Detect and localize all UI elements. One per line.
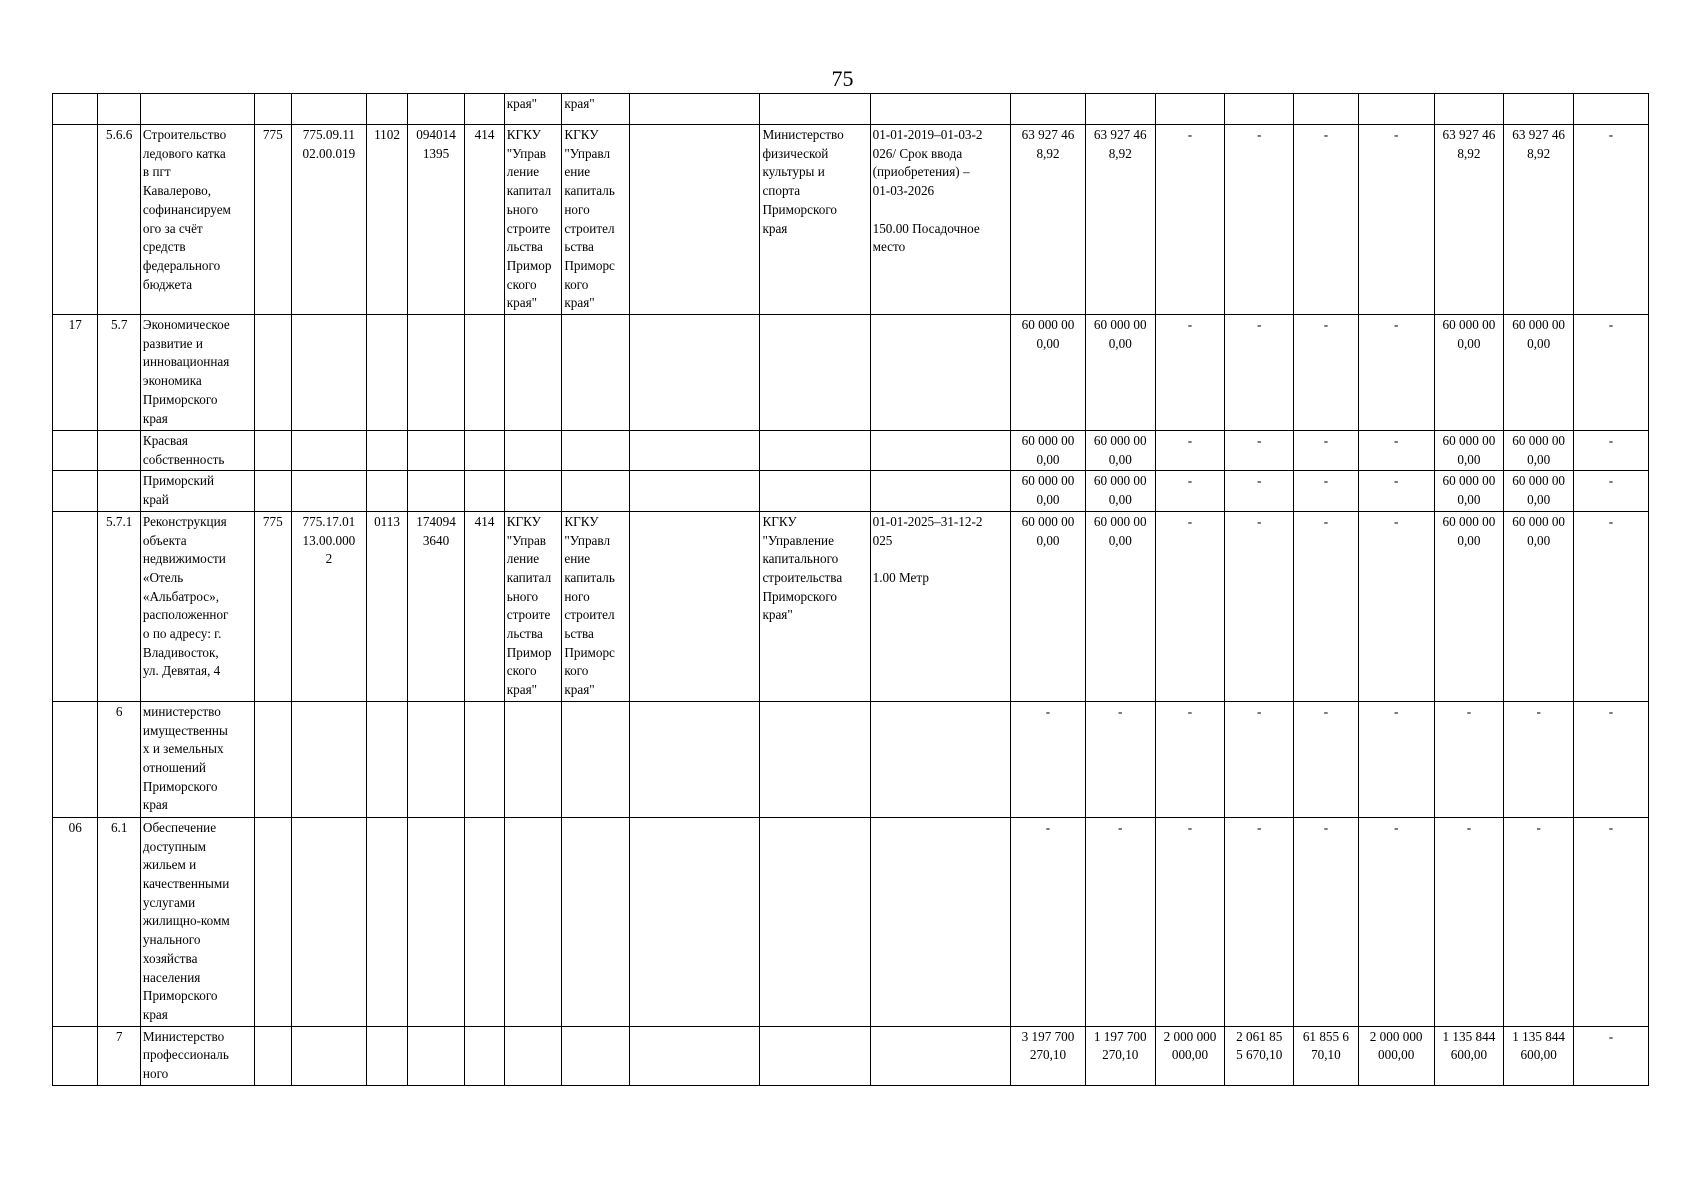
amount-5-cell: - <box>1294 817 1359 1026</box>
amount-4-cell: - <box>1225 315 1294 431</box>
empty-cell-cell <box>630 511 760 701</box>
expense-type-code-cell: 414 <box>465 511 504 701</box>
empty-cell-cell <box>630 125 760 315</box>
item-name-cell <box>140 94 254 125</box>
table-row <box>53 511 1649 701</box>
amount-total-cell: 63 927 46 8,92 <box>1011 125 1086 315</box>
item-code-cell <box>98 471 140 511</box>
executor-cell <box>562 817 630 1026</box>
amount-9-cell: - <box>1574 1026 1649 1085</box>
executor-cell: КГКУ "Управл ение капиталь ного строител ьства Приморс кого края" <box>562 511 630 701</box>
amount-federal-cell: - <box>1155 125 1225 315</box>
empty-cell-cell <box>630 315 760 431</box>
term-and-capacity-cell: 01-01-2025–31-12-2 025 1.00 Метр <box>870 511 1010 701</box>
amount-9-cell: - <box>1574 315 1649 431</box>
row-number-cell <box>53 431 98 471</box>
amount-8-cell: 63 927 46 8,92 <box>1504 125 1574 315</box>
table-row <box>53 315 1649 431</box>
amount-regional-cell <box>1085 94 1155 125</box>
amount-regional-cell: 60 000 00 0,00 <box>1085 471 1155 511</box>
amount-7-cell: 60 000 00 0,00 <box>1434 511 1504 701</box>
responsible-cell: Министерство физической культуры и спорта Приморского края <box>760 125 870 315</box>
amount-7-cell: - <box>1434 701 1504 817</box>
executor-cell: края" <box>562 94 630 125</box>
row-number-cell <box>53 94 98 125</box>
responsible-cell <box>760 431 870 471</box>
empty-cell-cell <box>630 817 760 1026</box>
amount-4-cell: - <box>1225 125 1294 315</box>
empty-cell-cell <box>630 701 760 817</box>
amount-4-cell: - <box>1225 431 1294 471</box>
amount-8-cell: 1 135 844 600,00 <box>1504 1026 1574 1085</box>
term-and-capacity-cell <box>870 701 1010 817</box>
row-number-cell: 17 <box>53 315 98 431</box>
item-name-cell: Министерство профессиональ ного <box>140 1026 254 1085</box>
amount-7-cell: - <box>1434 817 1504 1026</box>
target-article-code-cell <box>407 701 465 817</box>
expense-type-code-cell <box>465 94 504 125</box>
customer-cell <box>504 315 562 431</box>
table-row <box>53 817 1649 1026</box>
amount-7-cell: 60 000 00 0,00 <box>1434 315 1504 431</box>
page-number: 75 <box>831 66 854 91</box>
amount-7-cell: 60 000 00 0,00 <box>1434 431 1504 471</box>
grbs-code-cell <box>255 471 291 511</box>
section-code-cell <box>367 1026 407 1085</box>
amount-6-cell: - <box>1358 431 1434 471</box>
amount-federal-cell: - <box>1155 701 1225 817</box>
amount-total-cell <box>1011 94 1086 125</box>
item-name-cell: Красвая собственность <box>140 431 254 471</box>
responsible-cell: КГКУ "Управление капитального строительства Приморского края" <box>760 511 870 701</box>
grbs-code-cell <box>255 94 291 125</box>
expense-type-code-cell <box>465 431 504 471</box>
amount-8-cell: 60 000 00 0,00 <box>1504 471 1574 511</box>
item-name-cell: Экономическое развитие и инновационная экономика Приморского края <box>140 315 254 431</box>
section-code-cell <box>367 817 407 1026</box>
amount-total-cell: 60 000 00 0,00 <box>1011 471 1086 511</box>
row-number-cell <box>53 1026 98 1085</box>
amount-7-cell <box>1434 94 1504 125</box>
grbs-code-cell <box>255 701 291 817</box>
term-and-capacity-cell <box>870 817 1010 1026</box>
customer-cell: края" <box>504 94 562 125</box>
amount-9-cell <box>1574 94 1649 125</box>
table-row <box>53 94 1649 125</box>
amount-6-cell: 2 000 000 000,00 <box>1358 1026 1434 1085</box>
amount-federal-cell <box>1155 94 1225 125</box>
amount-4-cell: - <box>1225 701 1294 817</box>
grbs-code-cell <box>255 1026 291 1085</box>
amount-9-cell: - <box>1574 471 1649 511</box>
item-name-cell: министерство имущественны х и земельных отношений Приморского края <box>140 701 254 817</box>
responsible-cell <box>760 315 870 431</box>
item-code-cell: 7 <box>98 1026 140 1085</box>
customer-cell <box>504 431 562 471</box>
target-article-code-cell: 174094 3640 <box>407 511 465 701</box>
target-article-code-cell <box>407 817 465 1026</box>
amount-8-cell: - <box>1504 817 1574 1026</box>
row-number-cell <box>53 701 98 817</box>
item-code-cell: 5.7.1 <box>98 511 140 701</box>
item-code-cell <box>98 431 140 471</box>
responsible-cell <box>760 94 870 125</box>
amount-8-cell: 60 000 00 0,00 <box>1504 511 1574 701</box>
grbs-code-cell <box>255 431 291 471</box>
item-name-cell: Строительство ледового катка в пгт Кавалерово, софинансируем ого за счёт средств федерального бюджета <box>140 125 254 315</box>
amount-9-cell: - <box>1574 511 1649 701</box>
grbs-code-cell <box>255 315 291 431</box>
table-body <box>53 94 1649 1086</box>
customer-cell: КГКУ "Управ ление капитал ьного строите льства Примор ского края" <box>504 511 562 701</box>
responsible-cell <box>760 471 870 511</box>
empty-cell-cell <box>630 471 760 511</box>
item-name-cell: Приморский край <box>140 471 254 511</box>
amount-regional-cell: 60 000 00 0,00 <box>1085 431 1155 471</box>
term-and-capacity-cell <box>870 1026 1010 1085</box>
program-code-cell <box>291 471 367 511</box>
item-name-cell: Реконструкция объекта недвижимости «Отель «Альбатрос», расположенног о по адресу: г. Владивосток, ул. Девятая, 4 <box>140 511 254 701</box>
amount-total-cell: 60 000 00 0,00 <box>1011 511 1086 701</box>
target-article-code-cell: 094014 1395 <box>407 125 465 315</box>
amount-regional-cell: 60 000 00 0,00 <box>1085 511 1155 701</box>
target-article-code-cell <box>407 1026 465 1085</box>
customer-cell: КГКУ "Управ ление капитал ьного строите льства Примор ского края" <box>504 125 562 315</box>
amount-4-cell: - <box>1225 511 1294 701</box>
program-code-cell: 775.17.01 13.00.000 2 <box>291 511 367 701</box>
table-row <box>53 431 1649 471</box>
amount-8-cell: 60 000 00 0,00 <box>1504 431 1574 471</box>
table-row <box>53 1026 1649 1085</box>
section-code-cell <box>367 94 407 125</box>
term-and-capacity-cell <box>870 94 1010 125</box>
amount-5-cell: - <box>1294 431 1359 471</box>
expense-type-code-cell <box>465 315 504 431</box>
amount-regional-cell: - <box>1085 817 1155 1026</box>
section-code-cell <box>367 431 407 471</box>
empty-cell-cell <box>630 1026 760 1085</box>
amount-7-cell: 60 000 00 0,00 <box>1434 471 1504 511</box>
row-number-cell <box>53 511 98 701</box>
expense-type-code-cell: 414 <box>465 125 504 315</box>
amount-total-cell: - <box>1011 817 1086 1026</box>
amount-4-cell: - <box>1225 471 1294 511</box>
amount-federal-cell: - <box>1155 511 1225 701</box>
amount-7-cell: 63 927 46 8,92 <box>1434 125 1504 315</box>
expense-type-code-cell <box>465 701 504 817</box>
amount-6-cell: - <box>1358 817 1434 1026</box>
amount-regional-cell: 63 927 46 8,92 <box>1085 125 1155 315</box>
amount-federal-cell: - <box>1155 315 1225 431</box>
responsible-cell <box>760 1026 870 1085</box>
expense-type-code-cell <box>465 471 504 511</box>
amount-6-cell: - <box>1358 125 1434 315</box>
responsible-cell <box>760 817 870 1026</box>
customer-cell <box>504 1026 562 1085</box>
section-code-cell <box>367 315 407 431</box>
item-name-cell: Обеспечение доступным жильем и качественными услугами жилищно-комм унального хозяйства населения Приморского края <box>140 817 254 1026</box>
amount-4-cell <box>1225 94 1294 125</box>
amount-4-cell: 2 061 85 5 670,10 <box>1225 1026 1294 1085</box>
section-code-cell <box>367 701 407 817</box>
amount-5-cell: 61 855 6 70,10 <box>1294 1026 1359 1085</box>
amount-6-cell: - <box>1358 471 1434 511</box>
target-article-code-cell <box>407 315 465 431</box>
amount-federal-cell: - <box>1155 431 1225 471</box>
program-code-cell <box>291 1026 367 1085</box>
table-row <box>53 471 1649 511</box>
amount-total-cell: 60 000 00 0,00 <box>1011 431 1086 471</box>
amount-9-cell: - <box>1574 125 1649 315</box>
term-and-capacity-cell <box>870 431 1010 471</box>
executor-cell <box>562 315 630 431</box>
amount-8-cell <box>1504 94 1574 125</box>
program-code-cell <box>291 315 367 431</box>
table-row <box>53 125 1649 315</box>
amount-5-cell: - <box>1294 511 1359 701</box>
amount-total-cell: 60 000 00 0,00 <box>1011 315 1086 431</box>
amount-5-cell <box>1294 94 1359 125</box>
item-code-cell: 6 <box>98 701 140 817</box>
term-and-capacity-cell <box>870 471 1010 511</box>
amount-total-cell: - <box>1011 701 1086 817</box>
amount-federal-cell: 2 000 000 000,00 <box>1155 1026 1225 1085</box>
item-code-cell <box>98 94 140 125</box>
section-code-cell: 0113 <box>367 511 407 701</box>
grbs-code-cell <box>255 817 291 1026</box>
executor-cell: КГКУ "Управл ение капиталь ного строител ьства Приморс кого края" <box>562 125 630 315</box>
program-code-cell <box>291 701 367 817</box>
program-code-cell: 775.09.11 02.00.019 <box>291 125 367 315</box>
amount-9-cell: - <box>1574 701 1649 817</box>
amount-regional-cell: 60 000 00 0,00 <box>1085 315 1155 431</box>
empty-cell-cell <box>630 94 760 125</box>
amount-5-cell: - <box>1294 701 1359 817</box>
empty-cell-cell <box>630 431 760 471</box>
program-code-cell <box>291 431 367 471</box>
target-article-code-cell <box>407 431 465 471</box>
table-row <box>53 701 1649 817</box>
row-number-cell <box>53 471 98 511</box>
amount-9-cell: - <box>1574 817 1649 1026</box>
grbs-code-cell: 775 <box>255 125 291 315</box>
program-code-cell <box>291 94 367 125</box>
row-number-cell: 06 <box>53 817 98 1026</box>
section-code-cell: 1102 <box>367 125 407 315</box>
section-code-cell <box>367 471 407 511</box>
item-code-cell: 5.7 <box>98 315 140 431</box>
amount-6-cell: - <box>1358 315 1434 431</box>
executor-cell <box>562 701 630 817</box>
customer-cell <box>504 471 562 511</box>
executor-cell <box>562 471 630 511</box>
executor-cell <box>562 1026 630 1085</box>
expense-type-code-cell <box>465 1026 504 1085</box>
amount-regional-cell: 1 197 700 270,10 <box>1085 1026 1155 1085</box>
row-number-cell <box>53 125 98 315</box>
target-article-code-cell <box>407 94 465 125</box>
customer-cell <box>504 817 562 1026</box>
amount-6-cell: - <box>1358 701 1434 817</box>
amount-5-cell: - <box>1294 315 1359 431</box>
amount-9-cell: - <box>1574 431 1649 471</box>
item-code-cell: 5.6.6 <box>98 125 140 315</box>
amount-4-cell: - <box>1225 817 1294 1026</box>
customer-cell <box>504 701 562 817</box>
executor-cell <box>562 431 630 471</box>
term-and-capacity-cell <box>870 315 1010 431</box>
target-article-code-cell <box>407 471 465 511</box>
amount-total-cell: 3 197 700 270,10 <box>1011 1026 1086 1085</box>
amount-8-cell: - <box>1504 701 1574 817</box>
item-code-cell: 6.1 <box>98 817 140 1026</box>
responsible-cell <box>760 701 870 817</box>
amount-8-cell: 60 000 00 0,00 <box>1504 315 1574 431</box>
amount-federal-cell: - <box>1155 471 1225 511</box>
amount-5-cell: - <box>1294 471 1359 511</box>
amount-5-cell: - <box>1294 125 1359 315</box>
amount-6-cell <box>1358 94 1434 125</box>
program-code-cell <box>291 817 367 1026</box>
amount-7-cell: 1 135 844 600,00 <box>1434 1026 1504 1085</box>
amount-federal-cell: - <box>1155 817 1225 1026</box>
expense-type-code-cell <box>465 817 504 1026</box>
amount-6-cell: - <box>1358 511 1434 701</box>
grbs-code-cell: 775 <box>255 511 291 701</box>
amount-regional-cell: - <box>1085 701 1155 817</box>
term-and-capacity-cell: 01-01-2019–01-03-2 026/ Срок ввода (приобретения) – 01-03-2026 150.00 Посадочное место <box>870 125 1010 315</box>
program-table <box>52 93 1649 1086</box>
